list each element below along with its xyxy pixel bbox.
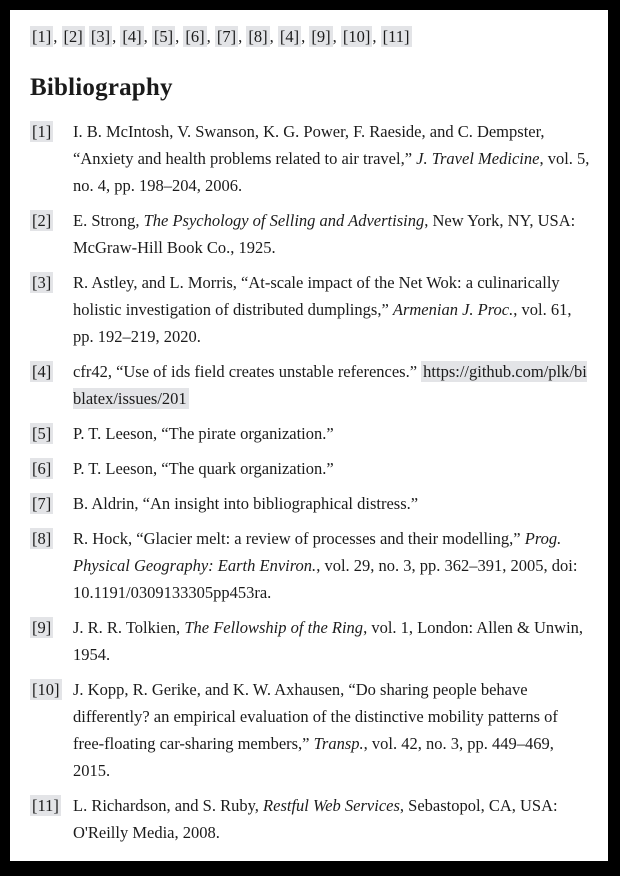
bib-entry-segment: , vol. 42, no. 3, pp. 449–469, 2015. [73,734,554,780]
bib-entry-segment: R. Astley, and L. Morris, “At-scale impact of the Net Wok: a culinarically holistic investigation of distributed dumplings,” [73,273,560,319]
citation-ref-link[interactable]: [10] [342,27,371,46]
bib-entry-number-link[interactable]: [6] [32,459,52,478]
bibliography-heading: Bibliography [30,74,173,101]
bib-entry-text [73,118,592,199]
citation-ref-link[interactable]: [7] [216,27,237,46]
citation-ref-link[interactable]: [9] [311,27,331,46]
bib-url-link[interactable]: https://github.com/plk/biblatex/issues/201 [73,362,587,408]
bib-entry-number-link[interactable]: [11] [32,796,59,815]
bib-entry-number [30,676,73,703]
bib-entry-segment: P. T. Leeson, “The pirate organization.” [73,424,334,443]
bib-entry-segment: J. Kopp, R. Gerike, and K. W. Axhausen, “Do sharing people behave differently? an empirical evaluation of the distinctive mobility patterns of free-floating car-sharing members,” [73,680,558,753]
bib-entry-number [30,118,73,145]
bib-entry-segment: , vol. 29, no. 3, pp. 362–391, 2005, doi: 10.1191/0309133305pp453ra. [73,556,578,602]
bib-entry-title-italic: Prog. Physical Geography: Earth Environ. [73,529,562,575]
bib-entry [30,269,592,350]
bib-entry-number [30,455,73,482]
citation-line: [1] , [2] [3] , [4] , [5] , [6] , [7] , [8] , [4] , [9] , [10] , [11] [32,27,410,46]
citation-ref-link[interactable]: [4] [122,27,142,46]
bib-entry [30,358,592,412]
bib-entry-text [73,269,592,350]
bib-entry-segment: R. Hock, “Glacier melt: a review of processes and their modelling,” [73,529,525,548]
bib-entry-number-link[interactable]: [2] [32,211,52,230]
bib-entry [30,490,592,517]
bib-entry-text [73,490,592,517]
bib-entry-number-link[interactable]: [1] [32,122,52,141]
bib-entry-number [30,525,73,552]
bib-entry-segment: L. Richardson, and S. Ruby, [73,796,264,815]
citation-ref-link[interactable]: [2] [63,27,83,46]
bib-entry-number-link[interactable]: [3] [32,273,52,292]
bib-entry-text [73,207,592,261]
citation-ref-link[interactable]: [6] [185,27,205,46]
bib-entry [30,614,592,668]
bib-entry-text [73,792,592,846]
bib-entry-number-link[interactable]: [9] [32,618,52,637]
bib-entry-number [30,358,73,385]
bib-entry-number-link[interactable]: [5] [32,424,52,443]
bib-entry-segment: E. Strong, [73,211,144,230]
bib-entry-number [30,792,73,819]
bib-entry [30,455,592,482]
bib-entry-title-italic: Transp. [313,734,364,753]
citation-ref-link[interactable]: [5] [153,27,174,46]
bib-entry-segment: , Sebastopol, CA, USA: O'Reilly Media, 2008. [73,796,558,842]
citation-ref-link[interactable]: [1] [32,27,52,46]
bib-entry-text [73,676,592,784]
bib-entry [30,525,592,606]
bib-entry-segment: B. Aldrin, “An insight into bibliographical distress.” [73,494,419,513]
bib-entry-text [73,358,592,412]
citation-ref-link[interactable]: [3] [90,27,111,46]
citation-ref-link[interactable]: [8] [248,27,268,46]
bib-entry-number [30,614,73,641]
bib-entry-text [73,525,592,606]
bib-entry-segment: cfr42, “Use of ids field creates unstable references.” [73,362,422,381]
bib-entry-title-italic: The Fellowship of the Ring [184,618,364,637]
bib-entry-title-italic: Armenian J. Proc. [392,300,514,319]
bib-entry-title-italic: The Psychology of Selling and Advertising [143,211,425,230]
bib-entry-segment: P. T. Leeson, “The quark organization.” [73,459,334,478]
bib-entry-number-link[interactable]: [7] [32,494,52,513]
bib-entry [30,420,592,447]
bib-entry-segment: , New York, NY, USA: McGraw-Hill Book Co., 1925. [73,211,576,257]
bib-entry-text [73,420,592,447]
citation-ref-link[interactable]: [4] [279,27,300,46]
bib-entry-number [30,420,73,447]
bib-entry-number [30,207,73,234]
bib-entry-number [30,269,73,296]
bib-entry [30,207,592,261]
bib-entry-title-italic: Restful Web Services [263,796,400,815]
bib-entry-text [73,614,592,668]
bib-entry-number-link[interactable]: [10] [32,680,60,699]
bib-entry [30,792,592,846]
bib-entry-segment: , vol. 1, London: Allen & Unwin, 1954. [73,618,584,664]
bibliography-list [30,118,592,846]
bib-entry-number-link[interactable]: [8] [32,529,52,548]
bib-entry-title-italic: J. Travel Medicine [416,149,540,168]
bib-entry-segment: I. B. McIntosh, V. Swanson, K. G. Power, F. Raeside, and C. Dempster, “Anxiety and health problems related to air travel,” [73,122,545,168]
bib-entry-number-link[interactable]: [4] [32,362,52,381]
bib-entry-number [30,490,73,517]
bib-entry-segment: J. R. R. Tolkien, [73,618,185,637]
bib-entry [30,118,592,199]
bib-entry-segment: , vol. 61, pp. 192–219, 2020. [73,300,572,346]
bib-entry-text [73,455,592,482]
bib-entry-segment: , vol. 5, no. 4, pp. 198–204, 2006. [73,149,590,195]
citation-ref-link[interactable]: [11] [382,27,410,46]
bib-entry [30,676,592,784]
document-page [10,10,608,861]
